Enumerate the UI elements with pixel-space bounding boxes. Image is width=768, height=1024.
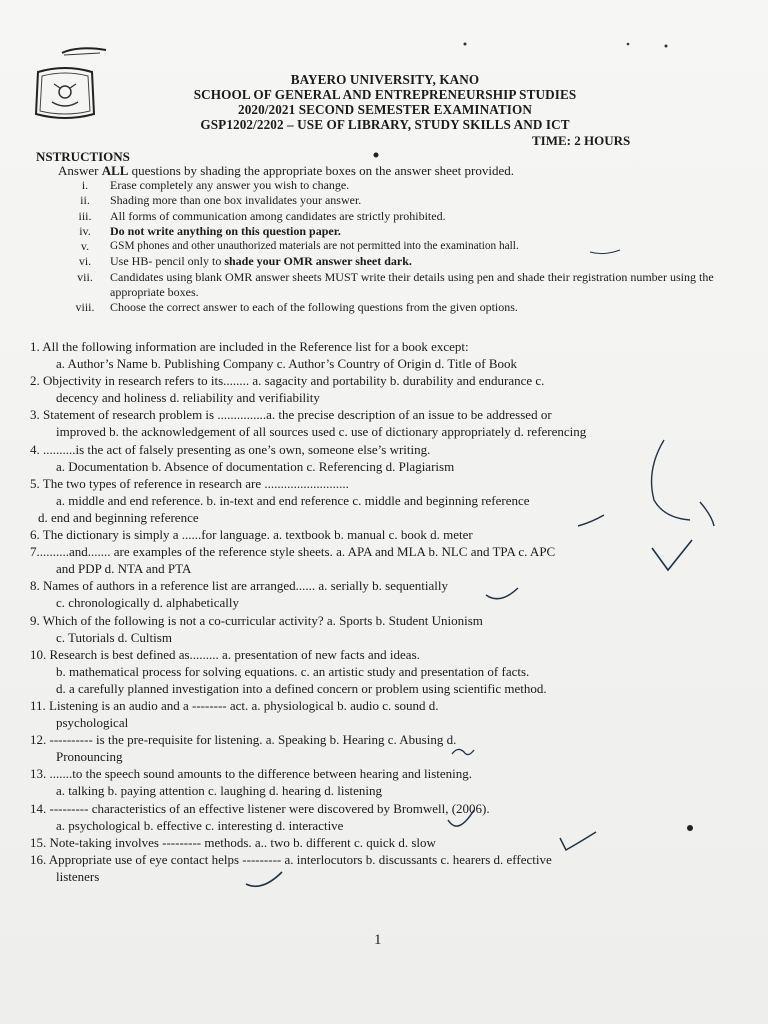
question-options: Pronouncing [56, 749, 123, 765]
question-number: 11. [30, 697, 46, 713]
question-item [30, 646, 736, 697]
question-options: a. middle and end reference. b. in-text and end reference c. middle and beginning reference [56, 492, 530, 508]
question-text: Which of the following is not a co-curricular activity? a. Sports b. Student Unionism [42, 612, 483, 628]
instruction-num: viii. [75, 300, 95, 315]
question-options: c. Tutorials d. Cultism [56, 629, 172, 645]
instruction-text [110, 254, 720, 269]
instruction-num: vii. [77, 269, 93, 284]
question-options: improved b. the acknowledgement of all sources used c. use of dictionary appropriately d. referencing [56, 424, 587, 440]
question-item [30, 800, 736, 834]
instruction-item [60, 239, 720, 254]
question-text: Statement of research problem is ...............a. the precise description of an issue to be addressed or [43, 407, 552, 423]
instruction-text-bold: shade your OMR answer sheet dark. [224, 254, 412, 269]
question-number: 3. [30, 407, 40, 423]
instruction-text: Erase completely any answer you wish to change. [110, 178, 350, 192]
instruction-num: iii. [78, 208, 92, 223]
question-item [30, 526, 736, 543]
question-options: listeners [56, 868, 100, 884]
question-text: Note-taking involves --------- methods. a.. two b. different c. quick d. slow [49, 834, 436, 850]
question-text: .......to the speech sound amounts to the difference between hearing and listening. [49, 766, 472, 782]
ink-dot [464, 43, 467, 46]
question-text: ..........is the act of falsely presenting as one’s own, someone else’s writing. [43, 441, 431, 457]
question-options: a. Documentation b. Absence of documentation c. Referencing d. Plagiarism [56, 458, 455, 474]
instruction-item [60, 270, 720, 301]
question-options-continued: d. a carefully planned investigation into a defined concern or problem using scientific method. [56, 680, 547, 696]
instruction-num: ii. [80, 193, 90, 208]
instruction-text: Shading more than one box invalidates your answer. [110, 193, 362, 208]
lead-bold: ALL [101, 163, 129, 178]
instruction-num: v. [80, 239, 90, 254]
question-item [30, 834, 736, 851]
question-options: decency and holiness d. reliability and verifiability [56, 390, 320, 406]
instruction-text: GSM phones and other unauthorized materials are not permitted into the examination hall. [110, 240, 519, 253]
question-options: a. Author’s Name b. Publishing Company c. Author’s Country of Origin d. Title of Book [56, 356, 518, 372]
question-text: --------- characteristics of an effective listener were discovered by Bromwell, (2006). [49, 800, 490, 816]
instruction-text: All forms of communication among candidates are strictly prohibited. [110, 208, 446, 223]
question-text: Names of authors in a reference list are arranged...... a. serially b. sequentially [43, 578, 448, 594]
pen-scribble-mark [60, 44, 110, 58]
instruction-text: Choose the correct answer to each of the following questions from the given options. [110, 300, 518, 315]
question-text: The dictionary is simply a ......for language. a. textbook b. manual c. book d. meter [42, 527, 473, 543]
question-item [30, 612, 736, 646]
ink-dot [665, 45, 668, 48]
question-options: a. talking b. paying attention c. laughing d. hearing d. listening [56, 783, 383, 799]
question-number: 16. [30, 851, 47, 867]
exam-duration: TIME: 2 HOURS [532, 133, 631, 148]
question-text: The two types of reference in research are .......................... [42, 475, 349, 491]
instruction-text-plain: Use HB- pencil only to [110, 254, 225, 269]
question-number: 6. [30, 527, 40, 543]
question-number: 9. [30, 612, 40, 628]
instruction-item [60, 224, 720, 239]
instructions-lead [58, 163, 514, 179]
question-item [30, 577, 736, 611]
question-item [30, 475, 736, 526]
question-text: Research is best defined as......... a. presentation of new facts and ideas. [49, 646, 420, 662]
question-number: 14. [30, 800, 47, 816]
instruction-item [60, 300, 720, 315]
question-options: a. psychological b. effective c. interesting d. interactive [56, 817, 344, 833]
question-text: Listening is an audio and a -------- act. a. physiological b. audio c. sound d. [49, 697, 439, 713]
question-item [30, 697, 736, 731]
lead-rest: questions by shading the appropriate boxes on the answer sheet provided. [128, 163, 514, 178]
page-number: 1 [374, 932, 382, 948]
question-options: b. mathematical process for solving equations. c. an artistic study and presentation of facts. [56, 663, 530, 679]
instruction-item [60, 178, 720, 193]
instruction-item [60, 254, 720, 269]
question-item [30, 765, 736, 799]
question-number: 15. [30, 834, 47, 850]
question-text: Objectivity in research refers to its........ a. sagacity and portability b. durability and endurance c. [43, 373, 545, 389]
school-name: SCHOOL OF GENERAL AND ENTREPRENEURSHIP STUDIES [193, 87, 577, 102]
question-number: 8. [30, 578, 40, 594]
instruction-num: iv. [79, 223, 91, 238]
instructions-list [60, 178, 720, 316]
question-item [30, 406, 736, 440]
question-text: ---------- is the pre-requisite for listening. a. Speaking b. Hearing c. Abusing d. [49, 732, 457, 748]
question-item [30, 338, 736, 372]
university-name: BAYERO UNIVERSITY, KANO [290, 72, 480, 87]
university-crest-icon [32, 66, 98, 122]
question-number: 5. [30, 475, 40, 491]
question-number: 1. [30, 339, 40, 354]
question-number: 4. [30, 441, 40, 457]
question-item [30, 441, 736, 475]
question-item [30, 731, 736, 765]
course-title: GSP1202/2202 – USE OF LIBRARY, STUDY SKILLS AND ICT [200, 117, 570, 132]
exam-title: 2020/2021 SECOND SEMESTER EXAMINATION [238, 102, 532, 117]
instruction-num: vi. [78, 254, 92, 269]
instruction-text: Do not write anything on this question paper. [110, 223, 341, 238]
instruction-text: Candidates using blank OMR answer sheets MUST write their details using pen and shade their registration number using the appropriate boxes. [110, 269, 714, 300]
lead-prefix: Answer [58, 163, 102, 178]
question-text: All the following information are included in the Reference list for a book except: [42, 339, 469, 354]
question-options: and PDP d. NTA and PTA [56, 561, 192, 577]
question-number: 7. [30, 544, 40, 560]
ink-dot [374, 153, 379, 158]
question-options: c. chronologically d. alphabetically [56, 595, 240, 611]
question-item [30, 543, 736, 577]
question-item [30, 851, 736, 885]
exam-header [160, 72, 610, 132]
question-number: 12. [30, 732, 47, 748]
question-options: psychological [56, 715, 129, 731]
question-options-continued: d. end and beginning reference [38, 509, 199, 525]
question-number: 10. [30, 646, 47, 662]
instruction-num: i. [81, 178, 89, 192]
instruction-item [60, 193, 720, 208]
instructions-title: NSTRUCTIONS [36, 149, 130, 164]
ink-dot [627, 43, 630, 46]
question-number: 13. [30, 766, 47, 782]
question-item [30, 372, 736, 406]
instruction-item [60, 209, 720, 224]
question-text: Appropriate use of eye contact helps --------- a. interlocutors b. discussants c. hearers d. effective [48, 851, 552, 867]
question-number: 2. [30, 373, 40, 389]
question-text: .........and....... are examples of the reference style sheets. a. APA and MLA b. NLC and TPA c. APC [39, 544, 556, 560]
question-list [30, 338, 736, 885]
